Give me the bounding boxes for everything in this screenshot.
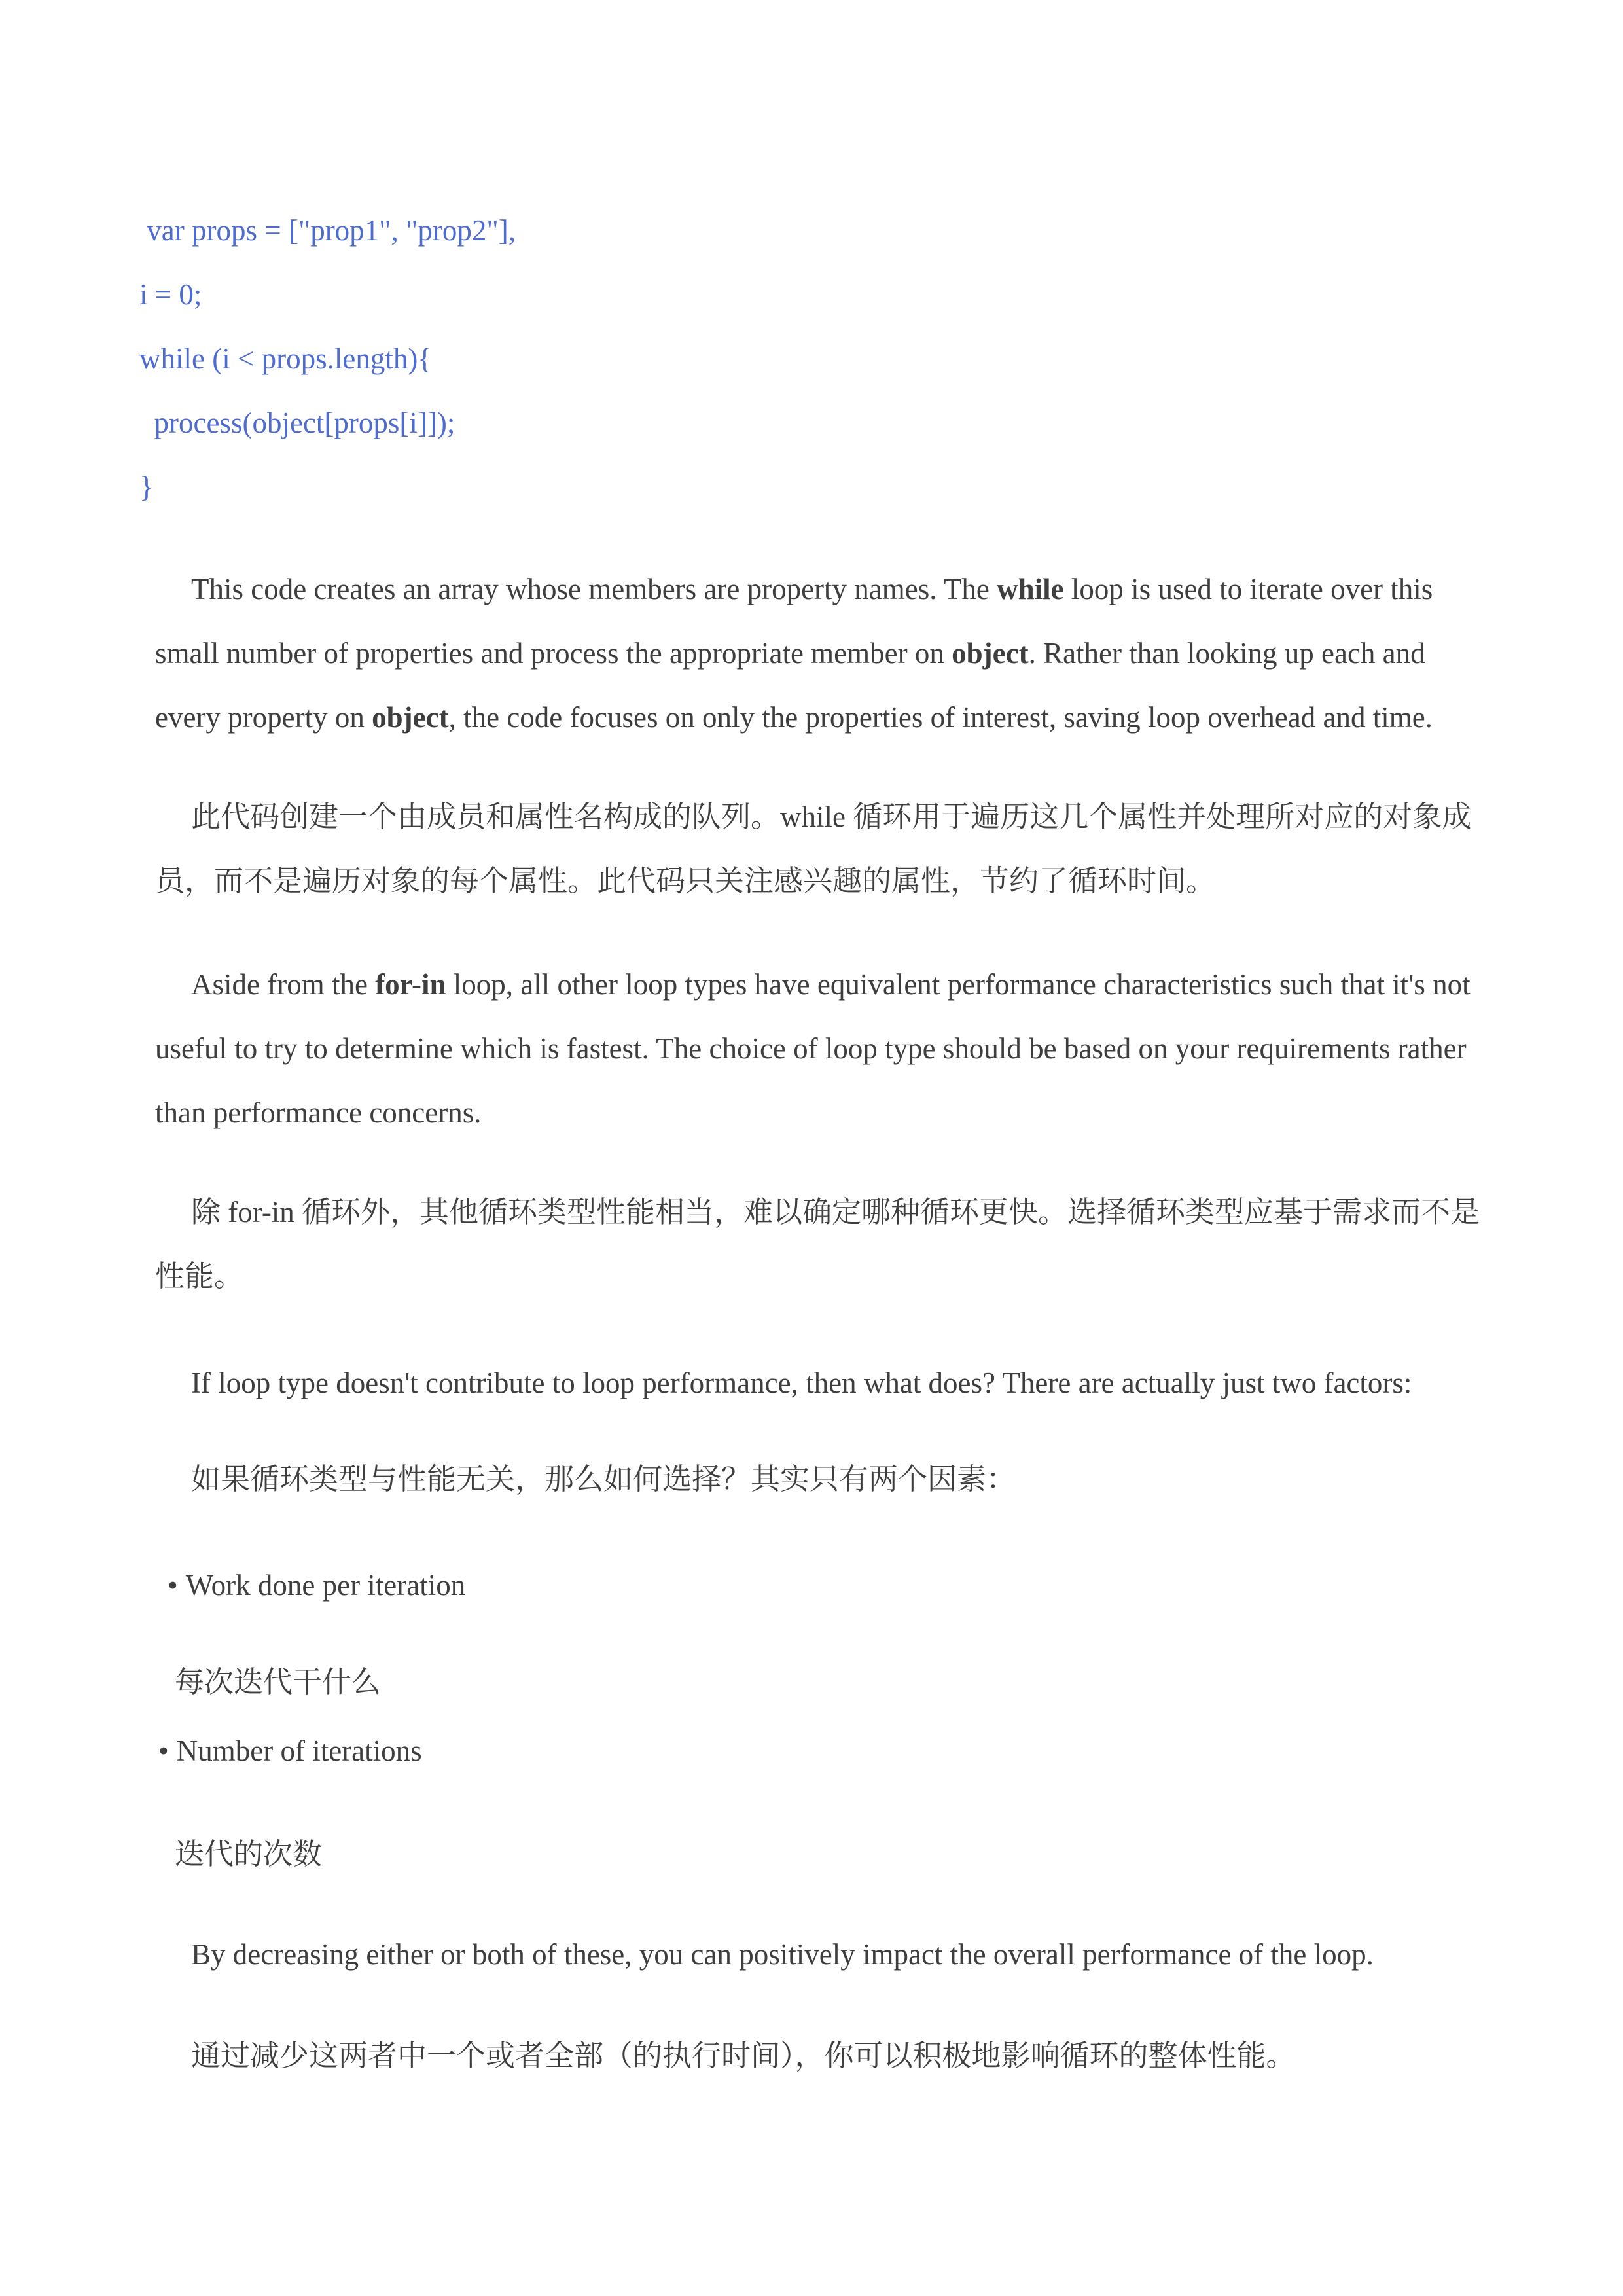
text-run: If loop type doesn't contribute to loop performance, then what does? There are actually just two factors: [191,1367,1412,1399]
text-run: Aside from the [191,968,376,1001]
text-run: loop is used to iterate over this small number of properties and process the appropriate member on [155,573,1433,670]
sub-line [155,1822,1490,1886]
text-run: loop, all other loop types have equivalent performance characteristics such that it's not useful to try to determine which is fastest. The choice of loop type should be based on your requirements rather than performance concerns. [155,968,1471,1129]
bold-text-run: object [372,701,449,734]
text-run: 通过减少这两者中一个或者全部（的执行时间），你可以积极地影响循环的整体性能。 [191,2039,1296,2072]
text-run: Number of iterations [176,1734,422,1767]
paragraph-zh [155,1447,1490,1511]
paragraph-zh [155,1180,1490,1308]
code-line: process(object[props[i]]); [139,406,455,439]
paragraph-en [155,1922,1490,1986]
document-content [139,198,1490,2088]
bullet-item [155,1553,1490,1617]
paragraph-en [155,1351,1490,1415]
bullet-icon: • [158,1734,169,1767]
code-block [139,198,1490,519]
bold-text-run: while [997,573,1064,605]
paragraph-en [155,557,1490,749]
text-run: Work done per iteration [185,1569,466,1602]
paragraph-en [155,952,1490,1145]
text-run: By decreasing either or both of these, you can positively impact the overall performance of the loop. [191,1938,1374,1971]
bold-text-run: object [952,637,1029,670]
code-line: var props = ["prop1", "prop2"], [139,214,516,247]
text-run: 此代码创建一个由成员和属性名构成的队列。while 循环用于遍历这几个属性并处理所对应的对象成员，而不是遍历对象的每个属性。此代码只关注感兴趣的属性，节约了循环时间。 [155,800,1472,897]
text-run: 如果循环类型与性能无关，那么如何选择？其实只有两个因素： [191,1463,1016,1496]
text-run: . Rather than looking up each and every property on [155,637,1425,734]
text-run: 除 for-in 循环外，其他循环类型性能相当，难以确定哪种循环更快。选择循环类型应基于需求而不是性能。 [155,1196,1480,1293]
sub-line [155,1650,1490,1714]
code-line: i = 0; [139,278,202,311]
text-run: 迭代的次数 [175,1838,323,1871]
text-run: This code creates an array whose members are property names. The [191,573,997,605]
text-run: 每次迭代干什么 [175,1666,382,1698]
code-line: while (i < props.length){ [139,342,432,375]
bold-text-run: for-in [375,968,446,1001]
bullet-item [155,1719,1490,1783]
bullet-icon: • [168,1569,178,1602]
code-line: } [139,471,154,503]
paragraph-zh [155,2024,1490,2088]
text-run: , the code focuses on only the properties of interest, saving loop overhead and time. [448,701,1433,734]
paragraph-zh [155,785,1490,913]
